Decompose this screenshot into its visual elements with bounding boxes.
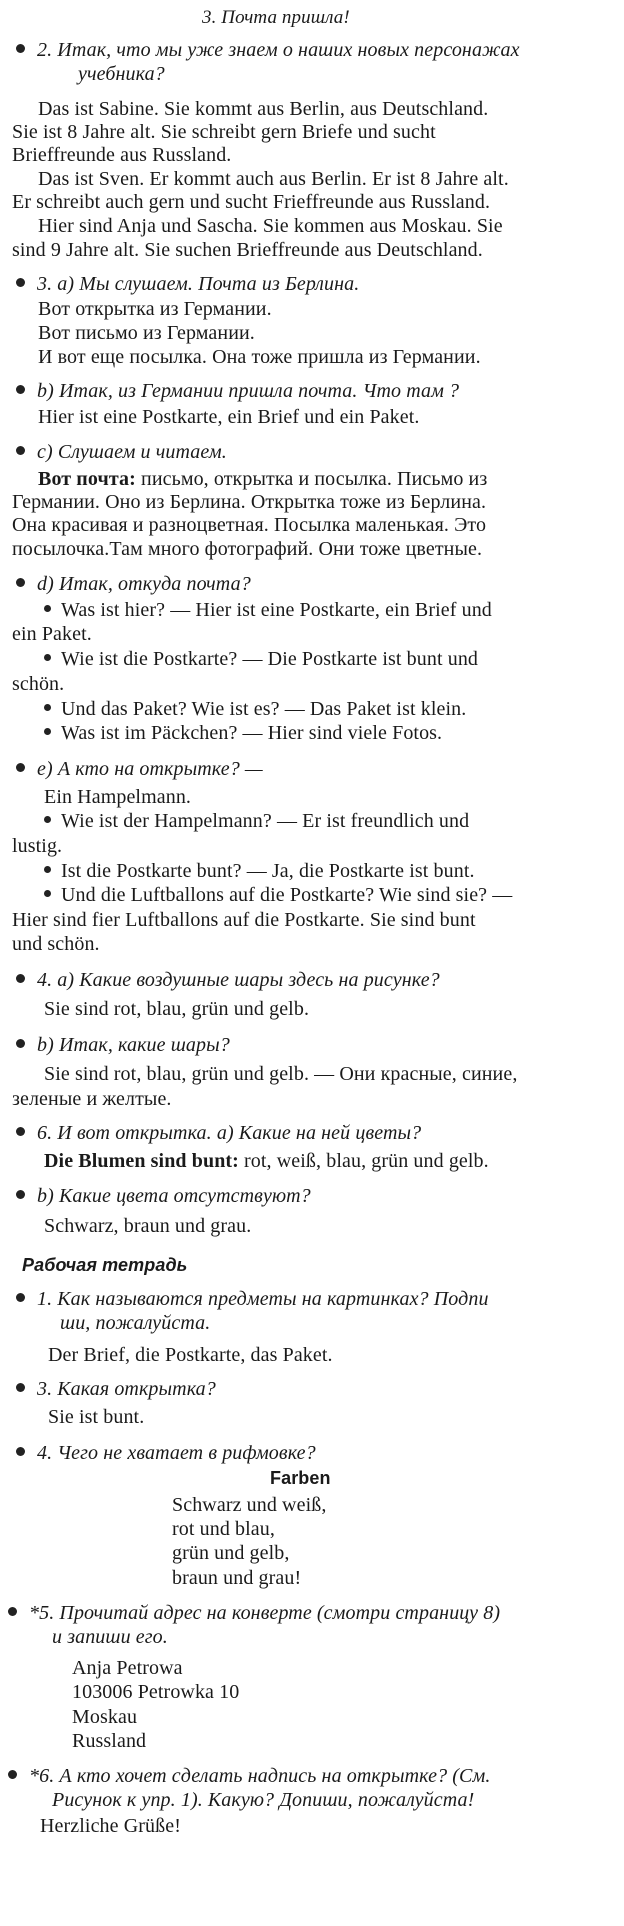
workbook-ex1-heading-cont: ши, пожалуйста. xyxy=(60,1312,211,1334)
list-bullet-icon xyxy=(44,866,51,873)
text-line: И вот еще посылка. Она тоже пришла из Германии. xyxy=(38,346,481,368)
text-line: Hier ist eine Postkarte, ein Brief und ein Paket. xyxy=(38,406,420,428)
text-line: Und die Luftballons auf die Postkarte? Wie sind sie? — xyxy=(44,883,512,907)
text-line: Schwarz, braun und grau. xyxy=(44,1215,252,1237)
text-line: Она красивая и разноцветная. Посылка маленькая. Это xyxy=(12,514,487,536)
text-line: lustig. xyxy=(12,835,63,857)
exercise-3d-heading: d) Итак, откуда почта? xyxy=(16,572,251,596)
exercise-2-heading-cont: учебника? xyxy=(78,63,165,85)
text-line: Hier sind Anja und Sascha. Sie kommen aus Moskau. Sie xyxy=(38,215,503,237)
text-line: schön. xyxy=(12,673,65,695)
text-line: Вот почта: письмо, открытка и посылка. Письмо из xyxy=(38,468,488,490)
bullet-icon xyxy=(16,1127,25,1136)
text-line: Sie sind rot, blau, grün und gelb. — Они красные, синие, xyxy=(44,1063,518,1085)
text-line: Er schreibt auch gern und sucht Frieffreunde aus Russland. xyxy=(12,191,491,213)
text-line: Ein Hampelmann. xyxy=(44,786,192,808)
bullet-icon xyxy=(16,1190,25,1199)
text-line: Ist die Postkarte bunt? — Ja, die Postkarte ist bunt. xyxy=(44,859,475,883)
bullet-icon xyxy=(16,278,25,287)
text-line: Вот открытка из Германии. xyxy=(38,298,272,320)
bullet-icon xyxy=(8,1607,17,1616)
exercise-3a-heading: 3. а) Мы слушаем. Почта из Берлина. xyxy=(16,272,359,296)
text-line: Sie ist bunt. xyxy=(48,1406,145,1428)
exercise-3c-heading: c) Слушаем и читаем. xyxy=(16,440,227,464)
bullet-icon xyxy=(16,1447,25,1456)
bullet-icon xyxy=(16,44,25,53)
workbook-ex6-heading: *6. А кто хочет сделать надпись на открытке? (См. xyxy=(8,1764,490,1788)
text-line: Und das Paket? Wie ist es? — Das Paket ist klein. xyxy=(44,697,466,721)
exercise-6a-heading: 6. И вот открытка. а) Какие на ней цветы? xyxy=(16,1121,421,1145)
text-line: Herzliche Grüße! xyxy=(40,1815,181,1837)
text-line: Was ist im Päckchen? — Hier sind viele Fotos. xyxy=(44,721,442,745)
text-line: ein Paket. xyxy=(12,623,92,645)
list-bullet-icon xyxy=(44,605,51,612)
address-line: 103006 Petrowka 10 xyxy=(72,1681,240,1703)
bullet-icon xyxy=(8,1770,17,1779)
poem-line: braun und grau! xyxy=(172,1567,302,1589)
bullet-icon xyxy=(16,1039,25,1048)
text-line: Was ist hier? — Hier ist eine Postkarte, ein Brief und xyxy=(44,598,492,622)
workbook-ex3-heading: 3. Какая открытка? xyxy=(16,1377,216,1401)
text-line: Wie ist der Hampelmann? — Er ist freundlich und xyxy=(44,809,469,833)
bullet-icon xyxy=(16,446,25,455)
workbook-ex1-heading: 1. Как называются предметы на картинках? Подпи xyxy=(16,1287,489,1311)
text-line: Sie ist 8 Jahre alt. Sie schreibt gern Briefe und sucht xyxy=(12,121,436,143)
text-line: посылочка.Там много фотографий. Они тоже цветные. xyxy=(12,538,483,560)
list-bullet-icon xyxy=(44,654,51,661)
text-line: Sie sind rot, blau, grün und gelb. xyxy=(44,998,310,1020)
poem-line: Schwarz und weiß, xyxy=(172,1494,327,1516)
list-bullet-icon xyxy=(44,816,51,823)
text-line: Die Blumen sind bunt: rot, weiß, blau, grün und gelb. xyxy=(44,1150,489,1172)
text-line: Hier sind fier Luftballons auf die Postkarte. Sie sind bunt xyxy=(12,909,476,931)
text-line: Das ist Sven. Er kommt auch aus Berlin. Er ist 8 Jahre alt. xyxy=(38,168,509,190)
bullet-icon xyxy=(16,763,25,772)
poem-line: grün und gelb, xyxy=(172,1542,290,1564)
list-bullet-icon xyxy=(44,704,51,711)
address-line: Russland xyxy=(72,1730,147,1752)
address-line: Anja Petrowa xyxy=(72,1657,183,1679)
text-line: Вот письмо из Германии. xyxy=(38,322,255,344)
exercise-4b-heading: b) Итак, какие шары? xyxy=(16,1033,230,1057)
text-line: Brieffreunde aus Russland. xyxy=(12,144,232,166)
exercise-4a-heading: 4. а) Какие воздушные шары здесь на рисунке? xyxy=(16,968,440,992)
bullet-icon xyxy=(16,385,25,394)
exercise-3e-heading: e) А кто на открытке? — xyxy=(16,757,263,781)
workbook-ex6-heading-cont: Рисунок к упр. 1). Какую? Допиши, пожалуйста! xyxy=(52,1789,475,1811)
bullet-icon xyxy=(16,1383,25,1392)
exercise-3b-heading: b) Итак, из Германии пришла почта. Что там ? xyxy=(16,379,459,403)
exercise-6b-heading: b) Какие цвета отсутствуют? xyxy=(16,1184,311,1208)
text-line: Das ist Sabine. Sie kommt aus Berlin, aus Deutschland. xyxy=(38,98,489,120)
list-bullet-icon xyxy=(44,728,51,735)
text-line: sind 9 Jahre alt. Sie suchen Brieffreunde aus Deutschland. xyxy=(12,239,483,261)
text-line: зеленые и желтые. xyxy=(12,1088,172,1110)
workbook-heading: Рабочая тетрадь xyxy=(22,1255,188,1275)
workbook-ex5-heading: *5. Прочитай адрес на конверте (смотри страницу 8) xyxy=(8,1601,500,1625)
workbook-ex4-heading: 4. Чего не хватает в рифмовке? xyxy=(16,1441,316,1465)
text-line: Германии. Оно из Берлина. Открытка тоже из Берлина. xyxy=(12,491,487,513)
text-line: Der Brief, die Postkarte, das Paket. xyxy=(48,1344,333,1366)
page-title: 3. Почта пришла! xyxy=(202,7,350,28)
list-bullet-icon xyxy=(44,890,51,897)
workbook-ex5-heading-cont: и запиши его. xyxy=(52,1626,168,1648)
bullet-icon xyxy=(16,578,25,587)
text-line: und schön. xyxy=(12,933,100,955)
bullet-icon xyxy=(16,1293,25,1302)
exercise-2-heading: 2. Итак, что мы уже знаем о наших новых персонажах xyxy=(16,38,520,62)
poem-line: rot und blau, xyxy=(172,1518,275,1540)
poem-title: Farben xyxy=(270,1468,331,1488)
bullet-icon xyxy=(16,974,25,983)
text-line: Wie ist die Postkarte? — Die Postkarte ist bunt und xyxy=(44,647,478,671)
address-line: Moskau xyxy=(72,1706,138,1728)
